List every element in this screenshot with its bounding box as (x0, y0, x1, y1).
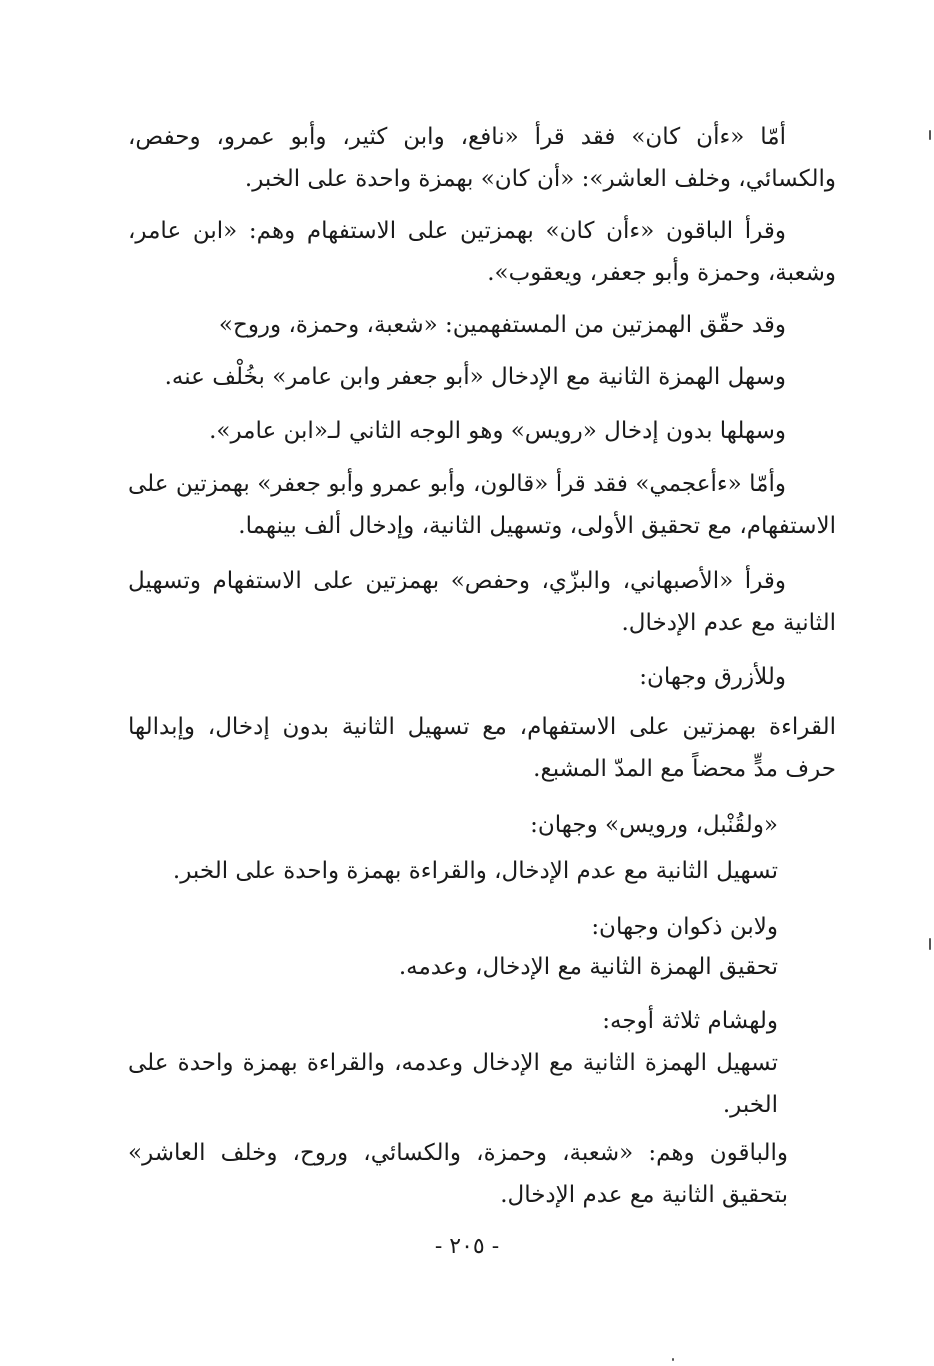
paragraph (128, 560, 836, 644)
paragraph (128, 804, 836, 846)
paragraph-text: أمّا «ءأن كان» فقد قرأ «نافع، وابن كثير، وأبو عمرو، وحفص، والكسائي، وخلف العاشر»: «أن كان» بهمزة واحدة على الخبر. (128, 124, 836, 192)
paragraph-text: وقد حقّق الهمزتين من المستفهمين: «شعبة، وحمزة، وروح» (218, 312, 786, 338)
paragraph (128, 304, 836, 346)
paragraph (128, 1132, 836, 1216)
paragraph (128, 210, 836, 294)
paragraph (128, 463, 836, 547)
paragraph-text: تسهيل الهمزة الثانية مع الإدخال وعدمه، والقراءة بهمزة واحدة على الخبر. (128, 1050, 778, 1118)
paragraph (128, 906, 836, 948)
page-number: - ٢٠٥ - (434, 1234, 500, 1259)
paragraph (128, 706, 836, 790)
paragraph-text: وسهل الهمزة الثانية مع الإدخال «أبو جعفر وابن عامر» بخُلْف عنه. (164, 364, 786, 390)
paragraph (128, 850, 836, 892)
paragraph-text: وقرأ «الأصبهاني، والبزّي، وحفص» بهمزتين على الاستفهام وتسهيل الثانية مع عدم الإدخال. (128, 568, 836, 636)
paragraph (128, 410, 836, 452)
paragraph-text: ولابن ذكوان وجهان: (591, 914, 778, 940)
paragraph-text: وللأزرق وجهان: (639, 664, 786, 690)
paragraph (128, 116, 836, 200)
paragraph (128, 356, 836, 398)
paragraph (128, 1042, 836, 1126)
scan-speck (929, 130, 931, 140)
paragraph (128, 656, 836, 698)
paragraph-text: وسهلها بدون إدخال «رويس» وهو الوجه الثاني لـ«ابن عامر». (209, 418, 786, 444)
paragraph-text: وأمّا «ءأعجمي» فقد قرأ «قالون، وأبو عمرو وأبو جعفر» بهمزتين على الاستفهام، مع تحقيق الأولى، وتسهيل الثانية، وإدخال ألف بينهما. (128, 471, 836, 539)
paragraph-text: «ولقُنْبل، ورويس» وجهان: (530, 812, 778, 838)
paragraph-text: تسهيل الثانية مع عدم الإدخال، والقراءة بهمزة واحدة على الخبر. (172, 858, 778, 884)
paragraph-text: والباقون وهم: «شعبة، وحمزة، والكسائي، وروح، وخلف العاشر» بتحقيق الثانية مع عدم الإدخال. (128, 1140, 788, 1208)
paragraph (128, 946, 836, 988)
paragraph-text: القراءة بهمزتين على الاستفهام، مع تسهيل الثانية بدون إدخال، وإبدالها حرف مدٍّ محضاً مع المدّ المشبع. (128, 714, 836, 782)
paragraph (128, 1000, 836, 1042)
paragraph-text: تحقيق الهمزة الثانية مع الإدخال، وعدمه. (398, 954, 778, 980)
scan-speck (672, 1358, 674, 1361)
paragraph-text: ولهشام ثلاثة أوجه: (602, 1008, 778, 1034)
paragraph-text: وقرأ الباقون «ءأن كان» بهمزتين على الاستفهام وهم: «ابن عامر، وشعبة، وحمزة وأبو جعفر، ويعقوب». (128, 218, 836, 286)
scan-speck (929, 938, 931, 950)
